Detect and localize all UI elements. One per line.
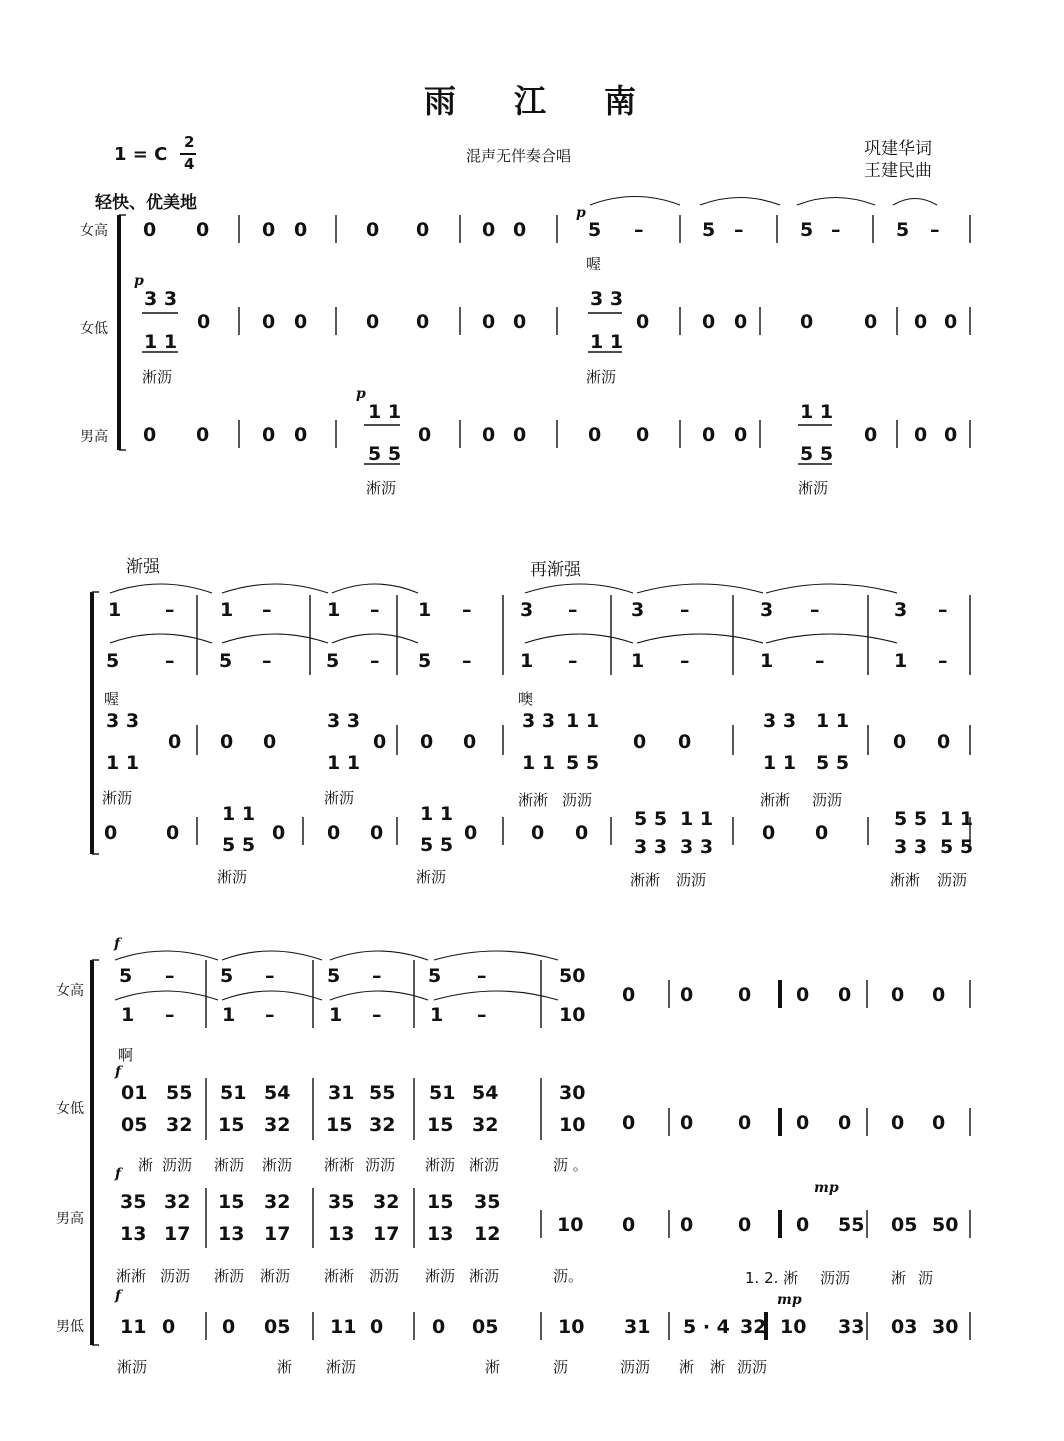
note: 17 bbox=[373, 1223, 400, 1245]
note: 10 bbox=[557, 1214, 584, 1236]
lyric: 淅淅 bbox=[518, 791, 549, 809]
note: 0 bbox=[891, 1112, 905, 1134]
chord-top: 5 5 bbox=[634, 808, 668, 830]
note: 0 bbox=[914, 424, 928, 446]
note: 51 bbox=[220, 1082, 247, 1104]
note: 0 bbox=[633, 731, 647, 753]
note: 0 bbox=[937, 731, 951, 753]
lyric: 淅沥 bbox=[214, 1267, 245, 1285]
chord-bottom: 1 1 bbox=[522, 752, 556, 774]
note: 17 bbox=[264, 1223, 291, 1245]
note: 0 bbox=[680, 1214, 694, 1236]
lyric: 噢 bbox=[518, 690, 534, 708]
lyric: 淅沥 bbox=[326, 1358, 357, 1376]
note: 55 bbox=[838, 1214, 865, 1236]
note: 0 bbox=[738, 1112, 752, 1134]
note: 0 bbox=[482, 424, 496, 446]
lyric: 沥。 bbox=[553, 1267, 584, 1285]
crescendo-again-marking: 再渐强 bbox=[530, 560, 581, 580]
note: 32 bbox=[373, 1191, 400, 1213]
lyric: 沥沥 bbox=[160, 1267, 191, 1285]
note: 3 bbox=[894, 599, 908, 621]
note: 0 bbox=[636, 311, 650, 333]
note-dash: – bbox=[165, 965, 175, 987]
note: 0 bbox=[463, 731, 477, 753]
note: 32 bbox=[264, 1114, 291, 1136]
lyric: 淅沥 bbox=[102, 789, 133, 807]
note: 0 bbox=[622, 1214, 636, 1236]
note: 1 bbox=[418, 599, 432, 621]
chord-bottom: 5 5 bbox=[566, 752, 600, 774]
lyric: 沥沥 bbox=[562, 791, 593, 809]
lyric: 淅 bbox=[891, 1269, 907, 1287]
note: 5 bbox=[327, 965, 341, 987]
note-dash: – bbox=[680, 599, 690, 621]
lyric: 淅沥 bbox=[217, 868, 248, 886]
note: 0 bbox=[196, 219, 210, 241]
note: 11 bbox=[120, 1316, 147, 1338]
note: 0 bbox=[222, 1316, 236, 1338]
note: 1 bbox=[329, 1004, 343, 1026]
note: 0 bbox=[893, 731, 907, 753]
note: 1 bbox=[894, 650, 908, 672]
dynamic-f: f bbox=[114, 936, 121, 952]
chord-top: 1 1 bbox=[680, 808, 714, 830]
note: 0 bbox=[738, 1214, 752, 1236]
note: 0 bbox=[432, 1316, 446, 1338]
lyric: 淅沥 bbox=[214, 1156, 245, 1174]
lyric: 淅淅 bbox=[760, 791, 791, 809]
note: 5 · 4 bbox=[683, 1316, 730, 1338]
note: 30 bbox=[559, 1082, 586, 1104]
note: 0 bbox=[464, 822, 478, 844]
note: 32 bbox=[740, 1316, 767, 1338]
note: 32 bbox=[369, 1114, 396, 1136]
lyric: 沥 bbox=[553, 1358, 569, 1376]
note-dash: – bbox=[477, 1004, 487, 1026]
note: 0 bbox=[294, 311, 308, 333]
note: 0 bbox=[366, 219, 380, 241]
note: 0 bbox=[262, 424, 276, 446]
note: 13 bbox=[218, 1223, 245, 1245]
note-dash: – bbox=[734, 219, 744, 241]
lyric: 淅淅 bbox=[890, 871, 921, 889]
volta-lyric: 1. 2. 淅 bbox=[745, 1269, 799, 1287]
note-dash: – bbox=[938, 650, 948, 672]
key-signature: 1 = C bbox=[114, 144, 168, 165]
lyric: 喔 bbox=[104, 690, 120, 708]
tempo-marking: 轻快、优美地 bbox=[95, 193, 197, 213]
note: 33 bbox=[838, 1316, 865, 1338]
note: 0 bbox=[944, 311, 958, 333]
note: 3 bbox=[631, 599, 645, 621]
lyric: 淅沥 bbox=[425, 1267, 456, 1285]
subtitle: 混声无伴奏合唱 bbox=[466, 147, 572, 165]
chord-bottom: 3 3 bbox=[634, 836, 668, 858]
note: 0 bbox=[373, 731, 387, 753]
chord-top: 3 3 bbox=[327, 710, 361, 732]
note: 51 bbox=[429, 1082, 456, 1104]
note: 0 bbox=[680, 1112, 694, 1134]
note: 0 bbox=[891, 984, 905, 1006]
note: 0 bbox=[932, 1112, 946, 1134]
note: 0 bbox=[168, 731, 182, 753]
note: 0 bbox=[914, 311, 928, 333]
lyric: 沥沥 bbox=[676, 871, 707, 889]
note: 5 bbox=[702, 219, 716, 241]
note: 31 bbox=[328, 1082, 355, 1104]
chord-top: 1 1 bbox=[222, 803, 256, 825]
note: 1 bbox=[430, 1004, 444, 1026]
note: 0 bbox=[143, 219, 157, 241]
dynamic-mp: mp bbox=[777, 1292, 802, 1308]
note: 0 bbox=[636, 424, 650, 446]
dynamic-f: f bbox=[115, 1288, 122, 1304]
chord-bottom: 5 5 bbox=[222, 834, 256, 856]
note: 5 bbox=[106, 650, 120, 672]
lyric: 淅淅 bbox=[324, 1156, 355, 1174]
note: 5 bbox=[418, 650, 432, 672]
note: 5 bbox=[800, 219, 814, 241]
note: 13 bbox=[427, 1223, 454, 1245]
note: 10 bbox=[558, 1316, 585, 1338]
note: 0 bbox=[262, 219, 276, 241]
lyric: 淅沥 bbox=[366, 479, 397, 497]
note-dash: – bbox=[831, 219, 841, 241]
dynamic-mp: mp bbox=[814, 1180, 839, 1196]
note: 5 bbox=[428, 965, 442, 987]
note: 54 bbox=[472, 1082, 499, 1104]
note: 5 bbox=[219, 650, 233, 672]
note-dash: – bbox=[568, 650, 578, 672]
part-label-tenor-3: 男高 bbox=[56, 1211, 84, 1227]
note: 0 bbox=[262, 311, 276, 333]
note-dash: – bbox=[462, 599, 472, 621]
note: 0 bbox=[932, 984, 946, 1006]
lyric: 淅沥 bbox=[798, 479, 829, 497]
note: 5 bbox=[119, 965, 133, 987]
composer: 王建民曲 bbox=[864, 161, 932, 181]
note: 31 bbox=[624, 1316, 651, 1338]
lyric: 淅沥 bbox=[262, 1156, 293, 1174]
note: 30 bbox=[932, 1316, 959, 1338]
note: 0 bbox=[482, 311, 496, 333]
chord-bottom: 3 3 bbox=[894, 836, 928, 858]
note: 0 bbox=[327, 822, 341, 844]
chord-top: 1 1 bbox=[368, 401, 402, 423]
lyric: 沥沥 bbox=[812, 791, 843, 809]
note-dash: – bbox=[370, 650, 380, 672]
lyric: 淅沥 bbox=[469, 1267, 500, 1285]
lyric: 淅沥 bbox=[142, 368, 173, 386]
chord-top: 1 1 bbox=[566, 710, 600, 732]
note: 0 bbox=[370, 822, 384, 844]
dynamic-f: f bbox=[115, 1166, 122, 1182]
note: 35 bbox=[328, 1191, 355, 1213]
note: 0 bbox=[575, 822, 589, 844]
lyric: 沥 bbox=[918, 1269, 934, 1287]
chord-bottom: 1 1 bbox=[763, 752, 797, 774]
note: 12 bbox=[474, 1223, 501, 1245]
chord-bottom: 1 1 bbox=[327, 752, 361, 774]
note: 15 bbox=[427, 1114, 454, 1136]
note: 0 bbox=[796, 1214, 810, 1236]
note-dash: – bbox=[165, 1004, 175, 1026]
note-dash: – bbox=[680, 650, 690, 672]
note-dash: – bbox=[262, 599, 272, 621]
note: 1 bbox=[222, 1004, 236, 1026]
note: 0 bbox=[531, 822, 545, 844]
note: 0 bbox=[482, 219, 496, 241]
chord-bottom: 1 1 bbox=[144, 331, 178, 353]
part-label-alto-3: 女低 bbox=[56, 1101, 84, 1117]
lyric: 喔 bbox=[586, 255, 602, 273]
note-dash: – bbox=[462, 650, 472, 672]
note: 0 bbox=[366, 311, 380, 333]
chord-bottom: 5 5 bbox=[368, 443, 402, 465]
lyric: 淅沥 bbox=[324, 789, 355, 807]
lyric: 啊 bbox=[118, 1046, 134, 1064]
note: 0 bbox=[796, 984, 810, 1006]
chord-top: 3 3 bbox=[106, 710, 140, 732]
lyric: 沥沥 bbox=[365, 1156, 396, 1174]
chord-top: 3 3 bbox=[590, 288, 624, 310]
note: 32 bbox=[472, 1114, 499, 1136]
note: 3 bbox=[520, 599, 534, 621]
note: 50 bbox=[932, 1214, 959, 1236]
note: 54 bbox=[264, 1082, 291, 1104]
lyric: 淅沥 bbox=[469, 1156, 500, 1174]
note: 0 bbox=[272, 822, 286, 844]
note: 35 bbox=[120, 1191, 147, 1213]
lyric: 淅沥 bbox=[260, 1267, 291, 1285]
note: 10 bbox=[559, 1114, 586, 1136]
chord-top: 1 1 bbox=[816, 710, 850, 732]
chord-top: 1 1 bbox=[420, 803, 454, 825]
chord-bottom: 3 3 bbox=[680, 836, 714, 858]
chord-top: 5 5 bbox=[894, 808, 928, 830]
note: 0 bbox=[513, 424, 527, 446]
note: 15 bbox=[218, 1114, 245, 1136]
part-label-bass-3: 男低 bbox=[56, 1319, 84, 1335]
note: 05 bbox=[472, 1316, 499, 1338]
note: 0 bbox=[678, 731, 692, 753]
note-dash: – bbox=[372, 1004, 382, 1026]
note-dash: – bbox=[810, 599, 820, 621]
lyric: 淅 bbox=[710, 1358, 726, 1376]
part-label-soprano-3: 女高 bbox=[56, 983, 84, 999]
lyric: 淅淅 bbox=[116, 1267, 147, 1285]
lyric: 淅 bbox=[485, 1358, 501, 1376]
note: 0 bbox=[513, 219, 527, 241]
note: 13 bbox=[120, 1223, 147, 1245]
dynamic-p: p bbox=[576, 205, 586, 221]
lyric: 淅沥 bbox=[586, 368, 617, 386]
lyric: 淅沥 bbox=[117, 1358, 148, 1376]
chord-top: 3 3 bbox=[522, 710, 556, 732]
note: 0 bbox=[263, 731, 277, 753]
note: 0 bbox=[370, 1316, 384, 1338]
note-dash: – bbox=[165, 599, 175, 621]
note: 17 bbox=[164, 1223, 191, 1245]
note: 0 bbox=[416, 219, 430, 241]
note: 1 bbox=[220, 599, 234, 621]
lyric: 淅 bbox=[679, 1358, 695, 1376]
chord-bottom: 1 1 bbox=[590, 331, 624, 353]
lyric: 沥沥 bbox=[820, 1269, 851, 1287]
chord-top: 1 1 bbox=[940, 808, 974, 830]
note: 32 bbox=[166, 1114, 193, 1136]
chord-top: 3 3 bbox=[144, 288, 178, 310]
part-label-tenor: 男高 bbox=[80, 429, 108, 445]
note: 15 bbox=[218, 1191, 245, 1213]
note: 10 bbox=[780, 1316, 807, 1338]
note: 5 bbox=[588, 219, 602, 241]
note-dash: – bbox=[634, 219, 644, 241]
lyric: 淅 bbox=[138, 1156, 154, 1174]
note: 0 bbox=[104, 822, 118, 844]
note: 0 bbox=[416, 311, 430, 333]
part-label-alto: 女低 bbox=[80, 321, 108, 337]
note: 03 bbox=[891, 1316, 918, 1338]
note: 0 bbox=[702, 311, 716, 333]
note: 0 bbox=[864, 424, 878, 446]
lyric: 沥沥 bbox=[737, 1358, 768, 1376]
note: 15 bbox=[427, 1191, 454, 1213]
lyric: 沥沥 bbox=[620, 1358, 651, 1376]
note-dash: – bbox=[372, 965, 382, 987]
chord-bottom: 5 5 bbox=[940, 836, 974, 858]
note: 0 bbox=[815, 822, 829, 844]
note-dash: – bbox=[370, 599, 380, 621]
note-dash: – bbox=[815, 650, 825, 672]
lyric: 沥沥 bbox=[369, 1267, 400, 1285]
note: 0 bbox=[622, 984, 636, 1006]
note: 50 bbox=[559, 965, 586, 987]
note: 32 bbox=[164, 1191, 191, 1213]
note-dash: – bbox=[262, 650, 272, 672]
note-dash: – bbox=[477, 965, 487, 987]
note: 0 bbox=[864, 311, 878, 333]
note: 1 bbox=[327, 599, 341, 621]
note: 0 bbox=[294, 219, 308, 241]
note: 0 bbox=[513, 311, 527, 333]
part-label-soprano: 女高 bbox=[80, 223, 108, 239]
lyric: 沥沥 bbox=[162, 1156, 193, 1174]
dynamic-p: p bbox=[356, 386, 366, 402]
note: 0 bbox=[800, 311, 814, 333]
lyric: 沥沥 bbox=[937, 871, 968, 889]
page-title: 雨江南 bbox=[424, 82, 695, 120]
note: 10 bbox=[559, 1004, 586, 1026]
note-dash: – bbox=[938, 599, 948, 621]
note: 0 bbox=[762, 822, 776, 844]
note: 11 bbox=[330, 1316, 357, 1338]
note: 55 bbox=[166, 1082, 193, 1104]
note-dash: – bbox=[265, 965, 275, 987]
note: 0 bbox=[796, 1112, 810, 1134]
lyric: 沥 。 bbox=[553, 1156, 588, 1174]
chord-bottom: 1 1 bbox=[106, 752, 140, 774]
crescendo-marking: 渐强 bbox=[126, 557, 160, 577]
note: 0 bbox=[143, 424, 157, 446]
note: 0 bbox=[197, 311, 211, 333]
note: 15 bbox=[326, 1114, 353, 1136]
lyric: 淅 bbox=[277, 1358, 293, 1376]
lyric: 淅沥 bbox=[425, 1156, 456, 1174]
note: 0 bbox=[838, 984, 852, 1006]
note: 0 bbox=[622, 1112, 636, 1134]
note: 1 bbox=[631, 650, 645, 672]
note: 1 bbox=[121, 1004, 135, 1026]
dynamic-p: p bbox=[134, 273, 144, 289]
note: 5 bbox=[220, 965, 234, 987]
lyricist: 巩建华词 bbox=[864, 139, 932, 159]
note: 05 bbox=[891, 1214, 918, 1236]
note: 5 bbox=[326, 650, 340, 672]
note-dash: – bbox=[930, 219, 940, 241]
note: 13 bbox=[328, 1223, 355, 1245]
time-signature-bottom: 4 bbox=[184, 155, 195, 173]
note: 1 bbox=[108, 599, 122, 621]
note-dash: – bbox=[165, 650, 175, 672]
note: 0 bbox=[162, 1316, 176, 1338]
chord-bottom: 5 5 bbox=[800, 443, 834, 465]
chord-top: 1 1 bbox=[800, 401, 834, 423]
note: 0 bbox=[680, 984, 694, 1006]
note: 0 bbox=[196, 424, 210, 446]
note: 0 bbox=[734, 311, 748, 333]
note: 05 bbox=[264, 1316, 291, 1338]
note: 55 bbox=[369, 1082, 396, 1104]
note-dash: – bbox=[265, 1004, 275, 1026]
note: 0 bbox=[734, 424, 748, 446]
note: 0 bbox=[702, 424, 716, 446]
note: 5 bbox=[896, 219, 910, 241]
note: 05 bbox=[121, 1114, 148, 1136]
note: 0 bbox=[420, 731, 434, 753]
note: 0 bbox=[220, 731, 234, 753]
note-dash: – bbox=[568, 599, 578, 621]
chord-bottom: 5 5 bbox=[420, 834, 454, 856]
lyric: 淅淅 bbox=[630, 871, 661, 889]
note: 0 bbox=[588, 424, 602, 446]
note: 0 bbox=[944, 424, 958, 446]
chord-bottom: 5 5 bbox=[816, 752, 850, 774]
note: 35 bbox=[474, 1191, 501, 1213]
note: 1 bbox=[760, 650, 774, 672]
note: 32 bbox=[264, 1191, 291, 1213]
chord-top: 3 3 bbox=[763, 710, 797, 732]
lyric: 淅沥 bbox=[416, 868, 447, 886]
lyric: 淅淅 bbox=[324, 1267, 355, 1285]
note: 01 bbox=[121, 1082, 148, 1104]
note: 0 bbox=[418, 424, 432, 446]
note: 0 bbox=[838, 1112, 852, 1134]
note: 0 bbox=[294, 424, 308, 446]
note: 1 bbox=[520, 650, 534, 672]
dynamic-f: f bbox=[115, 1064, 122, 1080]
note: 0 bbox=[166, 822, 180, 844]
note: 3 bbox=[760, 599, 774, 621]
time-signature-top: 2 bbox=[184, 133, 195, 151]
note: 0 bbox=[738, 984, 752, 1006]
